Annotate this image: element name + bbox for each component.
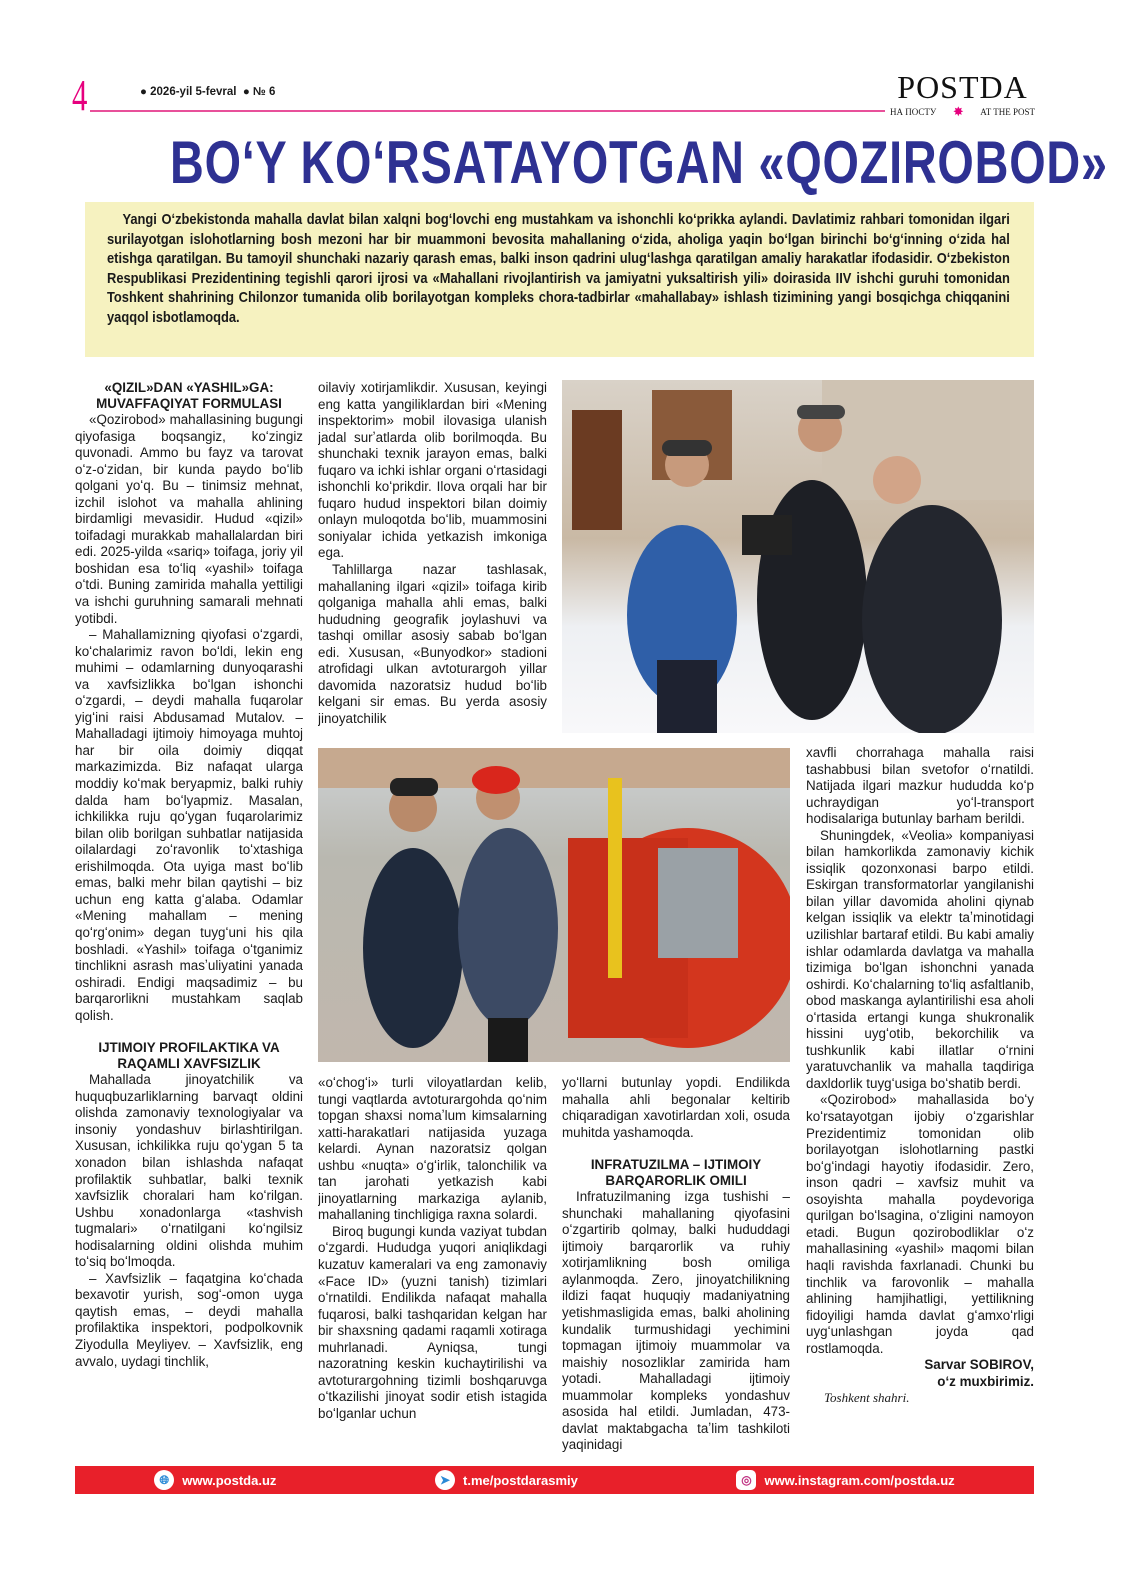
column-1: [75, 380, 303, 1458]
lead-text: Yangi Oʻzbekistonda mahalla davlat bilan xalqni bogʻlovchi eng mustahkam va ishonchli koʻprikka aylandi. Davlatimiz rahbari tomonidan ilgari surilayotgan islohotlarning bosh mezoni har bir muammoni bevosita mahallaning oʻzida, aholiga yaqin boʻlgan birinchi boʻgʻinning oʻzida hal etishga qaratilgan. Bu tamoyil shunchaki nazariy qarash emas, balki inson qadrini ulugʻlashga qaratilgan amaliy harakatlar ifodasidir. Oʻzbekiston Respublikasi Prezidentining tegishli qarori ijrosi va «Mahallani rivojlantirish va jamiyatni yuksaltirish yili» doirasida IIV ishchi guruhi tomonidan Toshkent shahrining Chilonzor tumanida olib borilayotgan kompleks chora-tadbirlar «mahallabay» ishlash tizimining yangi bosqichga chiqqanini yaqqol isbotlamoqda.: [107, 211, 1010, 326]
dateline: [140, 86, 275, 98]
paragraph: Biroq bugungi kunda vaziyat tubdan oʻzgardi. Hududga yuqori aniqlikdagi kuzatuv kameralari va eng zamonaviy «Face ID» (yuzni tanish) tizimlari oʻrnatildi. Endilikda nafaqat mahalla fuqarosi, balki tashqaridan kelgan har bir shaxsning qadami raqamli xotiraga muhrlanadi. Ayniqsa, tungi nazoratning keskin kuchaytirilishi va avtoturargohning tizimli boshqaruvga oʻtkazilishi jinoyat sodir etish istagida boʻlganlar uchun: [318, 1223, 547, 1421]
article-title: BOʻY KOʻRSATAYOTGAN «QOZIROBOD»: [170, 129, 1108, 196]
author-name: Sarvar SOBIROV,: [924, 1357, 1034, 1373]
paragraph: «Qozirobod» mahallasida boʻy koʻrsatayotgan ijobiy oʻzgarishlar Prezidentimiz tomonidan olib borilayotgan islohotlarning pastki boʻgʻindagi hayotiy ifodasidir. Zero, inson qadri – xavfsiz muhit va osoyishta mahalla poydevoriga qurilgan boʻlsagina, oʻzligini namoyon etadi. Bugun qozirobodliklar oʻz mahallasining «yashil» maqomi bilan haqli ravishda faxrlanadi. Chunki bu tinchlik va farovonlik – mahalla ahlining hamjihatligi, yettilikning fidoyiligi hamda davlat gʻamxoʻrligi uygʻunlashgan joyda qad rostlamoqda.: [806, 1092, 1034, 1356]
column-2-bottom: [318, 1075, 547, 1458]
logo-name: POSTDA: [897, 69, 1028, 105]
page-number: 4: [72, 71, 88, 120]
paragraph: Mahallada jinoyatchilik va huquqbuzarliklarning barvaqt oldini olishda zamonaviy texnologiyalar va insoniy yondashuv birlashtirilgan. Xususan, ichkilikka ruju qoʻygan 5 ta xonadon bilan ishlashda nafaqat profilaktik suhbatlar, balki texnik xavfsizlik choralari ham koʻrilgan. Ushbu xonadonlarga «tashvish tugmalari» oʻrnatilgani koʻngilsiz hodisalarning oldini olishda muhim toʻsiq boʻlmoqda.: [75, 1072, 303, 1270]
website-text: www.postda.uz: [182, 1472, 277, 1488]
paragraph: Infratuzilmaning izga tushishi – shunchaki mahallaning qiyofasini oʻzgartirib qolmay, balki hududdagi ijtimoiy barqarorlik va ruhiy xotirjamlikning bosh omiliga aylanmoqda. Zero, jinoyatchilikning ildizi faqat huquqiy madaniyatning yetishmasligida emas, balki aholining kundalik turmushidagi yechimini topmagan ijtimoiy muammolar va maishiy nosozliklar zamirida ham yotadi. Mahalladagi ijtimoiy muammolar kompleks yondashuv asosida hal etildi. Jumladan, 473-davlat maktabgacha taʼlim tashkiloti yaqinidagi: [562, 1189, 790, 1453]
column-4: [806, 745, 1034, 1460]
instagram-text: www.instagram.com/postda.uz: [764, 1472, 955, 1488]
section-heading: INFRATUZILMA – IJTIMOIY BARQARORLIK OMILI: [590, 1157, 762, 1189]
column-3: [562, 1075, 790, 1458]
paragraph: xavfli chorrahaga mahalla raisi tashabbusi bilan svetofor oʻrnatildi. Natijada ilgari mazkur hududda koʻp uchraydigan yoʻl-transport hodisalariga butunlay barham berildi.: [806, 745, 1034, 827]
globe-icon: 🌐︎: [154, 1470, 174, 1490]
logo-sub-en: AT THE POST: [980, 107, 1035, 117]
author-role: oʻz muxbirimiz.: [937, 1373, 1034, 1389]
telegram-link[interactable]: [435, 1470, 578, 1490]
paragraph: Shuningdek, «Veolia» kompaniyasi bilan hamkorlikda zamonaviy kichik issiqlik qozonxonasi barpo etildi. Eskirgan transformatorlar yangilanishi bilan yillar davomida aholini qiynab kelgan issiqlik va elektr taʼminotidagi uzilishlar bartaraf etildi. Bu kabi amaliy ishlar odamlarda davlatga va mahalla tizimiga boʻlgan ishonchni yanada oshirdi. Koʻchalarning toʻliq asfaltlanib, obod maskanga aylantirilishi esa aholi oʻrtasida ertangi kunga shukronalik hissini uygʻotib, bekorchilik va tushkunlik kabi illatlar oʻrnini yaratuvchanlik va mahalla taqdiriga daxldorlik tuygʻusiga boʻshatib berdi.: [806, 827, 1034, 1091]
newspaper-logo: [890, 70, 1035, 120]
paragraph: Tahlillarga nazar tashlasak, mahallaning ilgari «qizil» toifaga kirib qolganiga mahalla ahli emas, balki hududning geografik joylashuvi va tashqi omillar asosiy sabab boʻlgan edi. Xususan, «Bunyodkor» stadioni atrofidagi ulkan avtoturargoh yillar davomida nazoratsiz hudud boʻlib kelgani sir emas. Bu yerda asosiy jinoyatchilik: [318, 562, 547, 726]
photo-officials-outdoors: [562, 380, 1034, 733]
logo-sub-ru: НА ПОСТУ: [890, 107, 937, 117]
section-heading: IJTIMOIY PROFILAKTIKA VA RAQAMLI XAVFSIZLIK: [98, 1040, 280, 1072]
instagram-icon: ◎: [736, 1470, 756, 1490]
telegram-text: t.me/postdarasmiy: [463, 1472, 578, 1488]
paragraph: – Xavfsizlik – faqatgina koʻchada bexavotir yurish, sogʻ-omon uyga qaytish emas, – deydi mahalla profilaktika inspektori, podpolkovnik Ziyodulla Meyliyev. – Xavfsizlik, eng avvalo, uydagi tinchlik,: [75, 1270, 303, 1369]
section-heading: «QIZIL»DAN «YASHIL»GA: MUVAFFAQIYAT FORMULASI: [96, 380, 282, 411]
footer-bar: [75, 1466, 1034, 1494]
website-link[interactable]: [154, 1470, 276, 1490]
photo-boiler-room: [318, 748, 790, 1062]
header-rule: [90, 110, 885, 112]
paragraph: oilaviy xotirjamlikdir. Xususan, keyingi eng katta yangiliklardan biri «Mening inspektorim» mobil ilovasiga ulanish jadal surʼatlarda olib borilmoqda. Bu shunchaki texnik jarayon emas, balki fuqaro va ichki ishlar organi oʻrtasidagi ishonchli koʻprikdir. Ilova orqali har bir fuqaro hudud inspektori bilan doimiy onlayn muloqotda boʻlib, muammosini soniyalar ichida yetkazish imkoniga ega.: [318, 380, 547, 561]
column-2-top: [318, 380, 547, 744]
photo-illustration: [562, 380, 1034, 733]
paragraph: yoʻllarni butunlay yopdi. Endilikda mahalla ahli begonalar keltirib chiqaradigan xavotirlardan xoli, osuda muhitda yashamoqda.: [562, 1075, 790, 1140]
star-icon: ✸: [952, 104, 964, 119]
instagram-link[interactable]: [736, 1470, 954, 1490]
dateline-city: Toshkent shahri.: [824, 1390, 910, 1406]
issue-number: ● № 6: [242, 86, 276, 98]
issue-date: ● 2026-yil 5-fevral: [140, 86, 237, 98]
telegram-icon: ➤: [435, 1470, 455, 1490]
photo-illustration: [318, 748, 790, 1062]
paragraph: «Qozirobod» mahallasining bugungi qiyofasiga boqsangiz, koʻzingiz quvonadi. Ammo bu fayz va tarovat oʻz-oʻzidan, bir kunda paydo boʻlib qolgani yoʻq. Bu – tinimsiz mehnat, izchil islohot va mahalla ahlining birdamligi mevasidir. Hudud «qizil» toifadagi murakkab mahallalardan biri edi. 2025-yilda «sariq» toifaga, joriy yil boshidan esa toʻliq «yashil» toifaga oʻtdi. Buning zamirida mahalla yettiligi va ishchi guruhning samarali mehnati yotibdi.: [75, 412, 303, 626]
paragraph: – Mahallamizning qiyofasi oʻzgardi, koʻchalarimiz ravon boʻldi, lekin eng muhimi – odamlarning dunyoqarashi va xavfsizlikka boʻlgan ishonchi oʻzgardi, – deydi mahalla fuqarolar yigʻini raisi Abdusamad Mutalov. – Mahalladagi ijtimoiy himoyaga muhtoj har bir oila doimiy diqqat markazimizda. Biz nafaqat ularga moddiy koʻmak beryapmiz, balki ruhiy dalda ham boʻlyapmiz. Masalan, ichkilikka ruju qoʻygan fuqarolarimiz bilan olib borilgan suhbatlar natijasida oilalardagi zoʻravonlik toʻxtashiga erishilmoqda. Ota uyiga mast boʻlib emas, balki mehr bilan qaytishi – biz uchun eng katta gʻalaba. Odamlar «Mening mahallam – mening qoʻrgʻonim» degan tuygʻuni his qila boshladi. «Yashil» toifaga oʻtganimiz tinchlikni asrash masʼuliyatini yanada oshiradi. Endigi maqsadimiz – bu barqarorlikni mustahkam saqlab qolish.: [75, 627, 303, 1023]
lead-box: [85, 202, 1034, 357]
paragraph: «oʻchogʻi» turli viloyatlardan kelib, tungi vaqtlarda avtoturargohda qoʻnim topgan shaxsi nomaʼlum kimsalarning xatti-harakatlari natijasida yuzaga kelardi. Aynan nazoratsiz qolgan ushbu «nuqta» oʻgʻirlik, talonchilik va tan jarohati yetkazish kabi jinoyatlarning markaziga aylanib, mahallaning tinchligiga raxna solardi.: [318, 1075, 547, 1223]
